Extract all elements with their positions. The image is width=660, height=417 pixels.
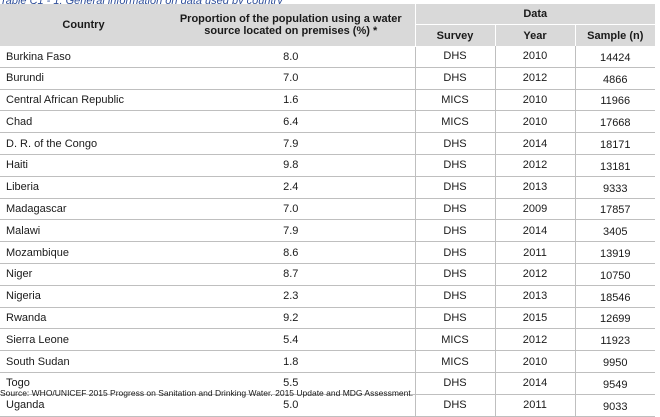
cell-survey: MICS bbox=[415, 111, 495, 133]
cell-proportion: 6.4 bbox=[167, 111, 415, 133]
cell-sample: 13919 bbox=[575, 242, 655, 264]
cell-country: Malawi bbox=[0, 220, 167, 242]
cell-country: Mozambique bbox=[0, 242, 167, 264]
cell-country: Sierra Leone bbox=[0, 329, 167, 351]
cell-year: 2012 bbox=[495, 154, 575, 176]
cell-country: Uganda bbox=[0, 394, 167, 416]
cell-sample: 9549 bbox=[575, 372, 655, 394]
cell-proportion: 7.0 bbox=[167, 198, 415, 220]
header-row-top bbox=[0, 4, 655, 25]
table-row bbox=[0, 351, 655, 373]
cell-country: Liberia bbox=[0, 176, 167, 198]
country-data-table bbox=[0, 4, 655, 417]
cell-proportion: 1.8 bbox=[167, 351, 415, 373]
cell-survey: DHS bbox=[415, 220, 495, 242]
cell-country: Rwanda bbox=[0, 307, 167, 329]
cell-survey: DHS bbox=[415, 242, 495, 264]
cell-sample: 10750 bbox=[575, 263, 655, 285]
table-body bbox=[0, 46, 655, 416]
cell-survey: MICS bbox=[415, 329, 495, 351]
cell-sample: 13181 bbox=[575, 154, 655, 176]
table-row bbox=[0, 133, 655, 155]
cell-proportion: 7.0 bbox=[167, 67, 415, 89]
cell-year: 2012 bbox=[495, 263, 575, 285]
cell-year: 2014 bbox=[495, 220, 575, 242]
cell-sample: 3405 bbox=[575, 220, 655, 242]
cell-survey: DHS bbox=[415, 285, 495, 307]
cell-survey: DHS bbox=[415, 307, 495, 329]
cell-sample: 9033 bbox=[575, 394, 655, 416]
cell-year: 2010 bbox=[495, 111, 575, 133]
header-year: Year bbox=[495, 25, 575, 47]
cell-proportion: 8.6 bbox=[167, 242, 415, 264]
cell-sample: 14424 bbox=[575, 46, 655, 67]
table-row bbox=[0, 67, 655, 89]
cell-year: 2012 bbox=[495, 67, 575, 89]
cell-year: 2010 bbox=[495, 351, 575, 373]
cell-sample: 12699 bbox=[575, 307, 655, 329]
cell-proportion: 8.0 bbox=[167, 46, 415, 67]
cell-year: 2014 bbox=[495, 133, 575, 155]
table-row bbox=[0, 285, 655, 307]
cell-survey: DHS bbox=[415, 372, 495, 394]
table-row bbox=[0, 263, 655, 285]
cell-sample: 9333 bbox=[575, 176, 655, 198]
cell-proportion: 2.4 bbox=[167, 176, 415, 198]
cell-sample: 4866 bbox=[575, 67, 655, 89]
cell-survey: DHS bbox=[415, 133, 495, 155]
header-data-group: Data bbox=[415, 4, 655, 25]
cell-survey: DHS bbox=[415, 46, 495, 67]
cell-proportion: 7.9 bbox=[167, 133, 415, 155]
header-country: Country bbox=[0, 4, 167, 46]
cell-sample: 18171 bbox=[575, 133, 655, 155]
cell-country: Burundi bbox=[0, 67, 167, 89]
table-row bbox=[0, 220, 655, 242]
table-row bbox=[0, 154, 655, 176]
cell-survey: MICS bbox=[415, 89, 495, 111]
table-row bbox=[0, 329, 655, 351]
cell-sample: 11923 bbox=[575, 329, 655, 351]
cell-year: 2011 bbox=[495, 394, 575, 416]
cell-year: 2011 bbox=[495, 242, 575, 264]
cell-year: 2010 bbox=[495, 89, 575, 111]
cell-country: Chad bbox=[0, 111, 167, 133]
cell-sample: 18546 bbox=[575, 285, 655, 307]
cell-proportion: 5.5 bbox=[167, 372, 415, 394]
cell-survey: MICS bbox=[415, 351, 495, 373]
cell-country: Haiti bbox=[0, 154, 167, 176]
cell-year: 2015 bbox=[495, 307, 575, 329]
cell-proportion: 7.9 bbox=[167, 220, 415, 242]
cell-year: 2010 bbox=[495, 46, 575, 67]
cell-proportion: 5.0 bbox=[167, 394, 415, 416]
cell-survey: DHS bbox=[415, 394, 495, 416]
cell-country: Madagascar bbox=[0, 198, 167, 220]
cell-sample: 17668 bbox=[575, 111, 655, 133]
table-row bbox=[0, 46, 655, 67]
cell-proportion: 8.7 bbox=[167, 263, 415, 285]
cell-year: 2013 bbox=[495, 285, 575, 307]
cell-country: Niger bbox=[0, 263, 167, 285]
cell-country: Togo bbox=[0, 372, 167, 394]
cell-country: South Sudan bbox=[0, 351, 167, 373]
cell-sample: 9950 bbox=[575, 351, 655, 373]
table-row bbox=[0, 111, 655, 133]
cell-year: 2013 bbox=[495, 176, 575, 198]
cell-country: D. R. of the Congo bbox=[0, 133, 167, 155]
header-sample: Sample (n) bbox=[575, 25, 655, 47]
table-row bbox=[0, 242, 655, 264]
table-row bbox=[0, 198, 655, 220]
cell-survey: DHS bbox=[415, 198, 495, 220]
cell-year: 2009 bbox=[495, 198, 575, 220]
cell-proportion: 2.3 bbox=[167, 285, 415, 307]
cell-year: 2012 bbox=[495, 329, 575, 351]
header-proportion: Proportion of the population using a water source located on premises (%) * bbox=[167, 4, 415, 46]
cell-survey: DHS bbox=[415, 154, 495, 176]
cell-proportion: 1.6 bbox=[167, 89, 415, 111]
cell-country: Nigeria bbox=[0, 285, 167, 307]
cell-sample: 11966 bbox=[575, 89, 655, 111]
cell-survey: DHS bbox=[415, 263, 495, 285]
cell-proportion: 5.4 bbox=[167, 329, 415, 351]
cell-country: Central African Republic bbox=[0, 89, 167, 111]
cell-proportion: 9.2 bbox=[167, 307, 415, 329]
table-row bbox=[0, 307, 655, 329]
cell-proportion: 9.8 bbox=[167, 154, 415, 176]
cell-country: Burkina Faso bbox=[0, 46, 167, 67]
table-row bbox=[0, 176, 655, 198]
cell-year: 2014 bbox=[495, 372, 575, 394]
header-survey: Survey bbox=[415, 25, 495, 47]
cell-survey: DHS bbox=[415, 67, 495, 89]
table-row bbox=[0, 89, 655, 111]
cell-sample: 17857 bbox=[575, 198, 655, 220]
source-note: Source: WHO/UNICEF 2015 Progress on Sanitation and Drinking Water. 2015 Update and MDG Assessment. bbox=[0, 388, 414, 398]
cell-survey: DHS bbox=[415, 176, 495, 198]
